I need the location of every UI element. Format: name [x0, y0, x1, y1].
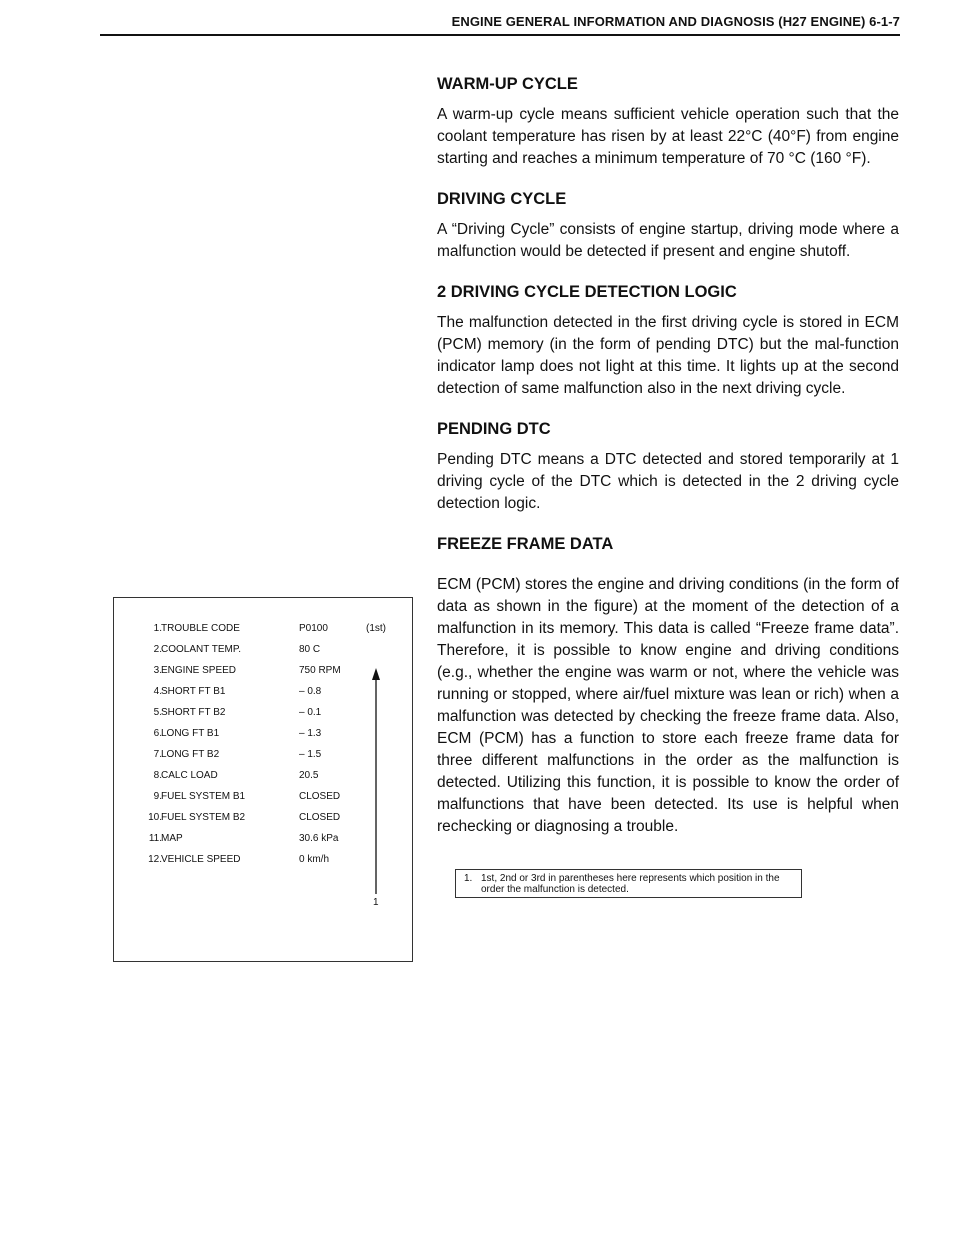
- row-parameter: MAP: [161, 833, 183, 844]
- row-number: 12.: [148, 854, 162, 865]
- note-text: 1st, 2nd or 3rd in parentheses here represents which position in the order the malfunction is detected.: [481, 873, 780, 895]
- section-heading: FREEZE FRAME DATA: [437, 535, 614, 553]
- row-value: 30.6 kPa: [299, 833, 339, 844]
- row-value: – 1.3: [299, 728, 322, 739]
- row-number: 3.: [153, 665, 162, 676]
- row-number: 9.: [153, 791, 162, 802]
- section-heading: DRIVING CYCLE: [437, 190, 567, 208]
- page-header: ENGINE GENERAL INFORMATION AND DIAGNOSIS (H27 ENGINE) 6-1-7: [451, 14, 900, 29]
- table-row: [114, 790, 414, 804]
- section-body: The malfunction detected in the first driving cycle is stored in ECM (PCM) memory (in the form of pending DTC) but the mal-function indicator lamp does not light at this time. It lights up at the second detection of same malfunction also in the next driving cycle.: [437, 314, 899, 397]
- row-number: 8.: [153, 770, 162, 781]
- table-row: [114, 685, 414, 699]
- row-order-tag: (1st): [366, 623, 386, 634]
- text-column: [437, 74, 899, 857]
- figure-note: [455, 869, 802, 898]
- row-value: CLOSED: [299, 812, 341, 823]
- row-number: 7.: [153, 749, 162, 760]
- section-pending-dtc: [437, 419, 899, 515]
- row-parameter: FUEL SYSTEM B2: [161, 812, 246, 823]
- row-parameter: FUEL SYSTEM B1: [161, 791, 246, 802]
- section-body: A “Driving Cycle” consists of engine startup, driving mode where a malfunction would be detected if present and engine shutoff.: [437, 221, 899, 260]
- row-value: 80 C: [299, 644, 321, 655]
- section-body: Pending DTC means a DTC detected and stored temporarily at 1 driving cycle of the DTC which is detected in the 2 driving cycle detection logic.: [437, 451, 899, 512]
- row-parameter: VEHICLE SPEED: [161, 854, 241, 865]
- section-body: ECM (PCM) stores the engine and driving conditions (in the form of data as shown in the figure) at the moment of the detection of a malfunction in its memory. This data is called “Freeze frame data”. Therefore, it is possible to know engine and driving conditions (e.g., whether the engine was warm or not, where the vehicle was running or stopped, where air/fuel mixture was lean or rich) when a malfunction was detected by checking the freeze frame data. Also, ECM (PCM) has a function to store each freeze frame data for three different malfunctions in the order as the malfunction is detected. Utilizing this function, it is possible to know the order of malfunctions that have been detected. Its use is helpful when rechecking or diagnosing a trouble.: [437, 576, 899, 835]
- row-value: – 1.5: [299, 749, 322, 760]
- freeze-frame-figure: [113, 597, 413, 962]
- table-row: [114, 811, 414, 825]
- row-number: 4.: [153, 686, 162, 697]
- header-rule: [100, 34, 900, 36]
- section-detection-logic: [437, 282, 899, 400]
- table-row: [114, 706, 414, 720]
- table-row: [114, 643, 414, 657]
- section-warm-up-cycle: [437, 74, 899, 170]
- table-row: [114, 853, 414, 867]
- row-value: 0 km/h: [299, 854, 330, 865]
- row-number: 5.: [153, 707, 162, 718]
- table-row: [114, 622, 414, 636]
- row-value: CLOSED: [299, 791, 341, 802]
- row-parameter: SHORT FT B1: [161, 686, 226, 697]
- row-value: 20.5: [299, 770, 319, 781]
- row-number: 6.: [153, 728, 162, 739]
- row-number: 10.: [148, 812, 162, 823]
- section-body: A warm-up cycle means sufficient vehicle operation such that the coolant temperature has risen by at least 22°C (40°F) from engine starting and reaches a minimum temperature of 70 °C (160 °F).: [437, 106, 899, 167]
- row-parameter: LONG FT B1: [161, 728, 220, 739]
- row-number: 11.: [148, 833, 162, 844]
- figure-callout-number: 1: [373, 897, 379, 908]
- section-driving-cycle: [437, 189, 899, 263]
- row-number: 2.: [153, 644, 162, 655]
- row-parameter: ENGINE SPEED: [161, 665, 237, 676]
- section-freeze-frame-data: [437, 534, 899, 838]
- note-number: 1.: [464, 873, 473, 884]
- section-heading: 2 DRIVING CYCLE DETECTION LOGIC: [437, 283, 737, 301]
- table-row: [114, 832, 414, 846]
- row-value: P0100: [299, 623, 328, 634]
- section-heading: WARM-UP CYCLE: [437, 75, 578, 93]
- row-value: – 0.8: [299, 686, 322, 697]
- row-parameter: LONG FT B2: [161, 749, 220, 760]
- table-row: [114, 664, 414, 678]
- row-parameter: SHORT FT B2: [161, 707, 226, 718]
- row-parameter: COOLANT TEMP.: [161, 644, 242, 655]
- row-number: 1.: [153, 623, 162, 634]
- row-value: – 0.1: [299, 707, 322, 718]
- row-parameter: CALC LOAD: [161, 770, 218, 781]
- table-row: [114, 769, 414, 783]
- table-row: [114, 727, 414, 741]
- row-value: 750 RPM: [299, 665, 341, 676]
- row-parameter: TROUBLE CODE: [161, 623, 240, 634]
- table-row: [114, 748, 414, 762]
- section-heading: PENDING DTC: [437, 420, 551, 438]
